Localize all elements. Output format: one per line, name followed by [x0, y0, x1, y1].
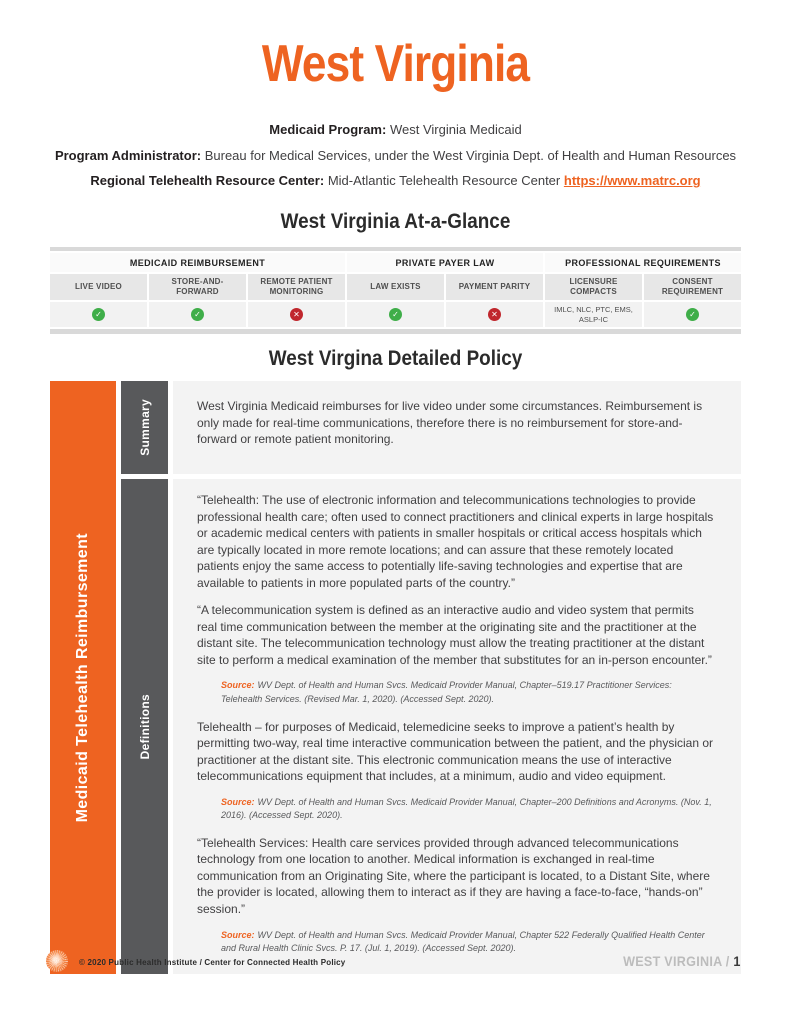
tab-summary-label: Summary: [137, 399, 152, 456]
table-value-row: [50, 302, 741, 327]
source-label: Source:: [221, 680, 255, 691]
source-text: WV Dept. of Health and Human Svcs. Medicaid Provider Manual, Chapter 522 Federally Qualified Health Center and Rural Health Clinic Svcs. P. 17. (Jul. 1, 2019). (Accessed Sept. 2020).: [221, 929, 705, 953]
source-citation: [221, 796, 715, 822]
table-bottom-border: [50, 329, 741, 334]
licensure-compacts-text: IMLC, NLC, PTC, EMS, ASLP-IC: [554, 304, 633, 324]
source-text: WV Dept. of Health and Human Svcs. Medicaid Provider Manual, Chapter–200 Definitions and Acronyms. (Nov. 1, 2016). (Accessed Sept. 2020).: [221, 796, 712, 820]
col-law-exists: LAW EXISTS: [347, 274, 444, 300]
meta-resource-center: [0, 173, 791, 188]
source-text: WV Dept. of Health and Human Svcs. Medicaid Provider Manual, Chapter–519.17 Practitioner Services: Telehealth Services. (Revised Mar. 1, 2020). (Accessed Sept. 2020).: [221, 680, 672, 704]
meta-value: Mid-Atlantic Telehealth Resource Center: [327, 173, 561, 188]
detailed-policy-section: [50, 381, 741, 974]
meta-label: Program Administrator:: [54, 148, 202, 163]
definition-paragraph: “A telecommunication system is defined as an interactive audio and video system that permits real time communication between the member at the originating site and the practitioner at the distant site. The telecommunication technology must allow the treating practitioner at the distant site to perform a medical examination of the member that substitutes for an in-person encounter.”: [197, 603, 712, 667]
value-licensure-compacts: [545, 302, 642, 327]
meta-medicaid-program: [0, 122, 791, 137]
category-label: Medicaid Telehealth Reimbursement: [74, 532, 91, 823]
table-group-header-row: [50, 253, 741, 272]
col-licensure-compacts: LICENSURE COMPACTS: [545, 274, 642, 300]
source-label: Source:: [221, 796, 255, 807]
cross-icon: ✕: [290, 308, 303, 321]
at-a-glance-table: [50, 247, 741, 334]
definition-paragraph: “Telehealth Services: Health care services provided through advanced telecommunications technology from one location to another. Medical information is exchanged in real-time communication from an Originating Site, where the participant is located, to a Distant Site, where the provider is located, allowing them to interact as if they are having a face-to-face, “hands-on” session.”: [197, 835, 710, 917]
tab-summary: [121, 381, 168, 474]
group-private-payer-law: PRIVATE PAYER LAW: [347, 253, 543, 272]
check-icon: ✓: [92, 308, 105, 321]
group-medicaid-reimbursement: MEDICAID REIMBURSEMENT: [50, 253, 345, 272]
definitions-row: [121, 479, 741, 974]
meta-label: Medicaid Program:: [269, 122, 387, 137]
policy-rows: [121, 381, 741, 974]
definition-paragraph: “Telehealth: The use of electronic information and telecommunications technologies to provide professional health care; often used to connect practitioners and clinical experts in large hospitals or academic medical centers with patients in smaller hospitals or critical access hospitals which are typically located in more remote locations; and can assure that these remotely located patients enjoy the same access to potentially life-saving technologies and expertise that are available to patients in more populated parts of the country.”: [197, 493, 714, 590]
meta-program-administrator: [0, 148, 791, 163]
footer-copyright: © 2020 Public Health Institute / Center for Connected Health Policy: [79, 958, 346, 967]
matrc-link[interactable]: https://www.matrc.org: [563, 173, 701, 188]
table-top-border: [50, 247, 741, 251]
summary-row: [121, 381, 741, 474]
definition-paragraph: Telehealth – for purposes of Medicaid, telemedicine seeks to improve a patient’s health by permitting two-way, real time interactive communication between the patient, and the physician or practitioner at the distant site. This electronic communication means the use of interactive telecommunications equipment that includes, at a minimum, audio and video equipment.: [197, 719, 714, 784]
col-consent-requirement: CONSENT REQUIREMENT: [644, 274, 741, 300]
page-title: West Virginia: [261, 35, 530, 93]
phi-sunburst-logo-icon: [46, 950, 68, 972]
tab-definitions-label: Definitions: [137, 693, 152, 759]
footer-page-number: 1: [733, 953, 741, 969]
check-icon: ✓: [389, 308, 402, 321]
source-label: Source:: [221, 929, 255, 940]
definitions-content: [173, 479, 741, 974]
meta-value: Bureau for Medical Services, under the West Virginia Dept. of Health and Human Resources: [204, 148, 737, 163]
detail-heading: West Virgina Detailed Policy: [268, 347, 523, 370]
value-consent-requirement: [644, 302, 741, 327]
meta-value: West Virginia Medicaid: [389, 122, 522, 137]
meta-label: Regional Telehealth Resource Center:: [90, 173, 325, 188]
value-remote-patient-monitoring: [248, 302, 345, 327]
tab-definitions: [121, 479, 168, 974]
value-payment-parity: [446, 302, 543, 327]
col-remote-patient-monitoring: REMOTE PATIENT MONITORING: [248, 274, 345, 300]
summary-content: [173, 381, 741, 474]
summary-paragraph: West Virginia Medicaid reimburses for live video under some circumstances. Reimbursement is only made for real-time communications, therefore there is no reimbursement for store-and-forward or remote patient monitoring.: [197, 399, 703, 447]
check-icon: ✓: [191, 308, 204, 321]
glance-heading: West Virginia At-a-Glance: [280, 210, 511, 233]
col-live-video: LIVE VIDEO: [50, 274, 147, 300]
source-citation: [221, 929, 715, 955]
group-professional-requirements: PROFESSIONAL REQUIREMENTS: [545, 253, 741, 272]
value-live-video: [50, 302, 147, 327]
col-payment-parity: PAYMENT PARITY: [446, 274, 543, 300]
cross-icon: ✕: [488, 308, 501, 321]
value-store-and-forward: [149, 302, 246, 327]
table-subheader-row: [50, 274, 741, 300]
category-spine: [50, 381, 116, 974]
footer-state-label: WEST VIRGINIA /: [623, 953, 730, 969]
col-store-and-forward: STORE-AND-FORWARD: [149, 274, 246, 300]
value-law-exists: [347, 302, 444, 327]
source-citation: [221, 679, 715, 705]
footer-page-indicator: [623, 953, 741, 969]
check-icon: ✓: [686, 308, 699, 321]
